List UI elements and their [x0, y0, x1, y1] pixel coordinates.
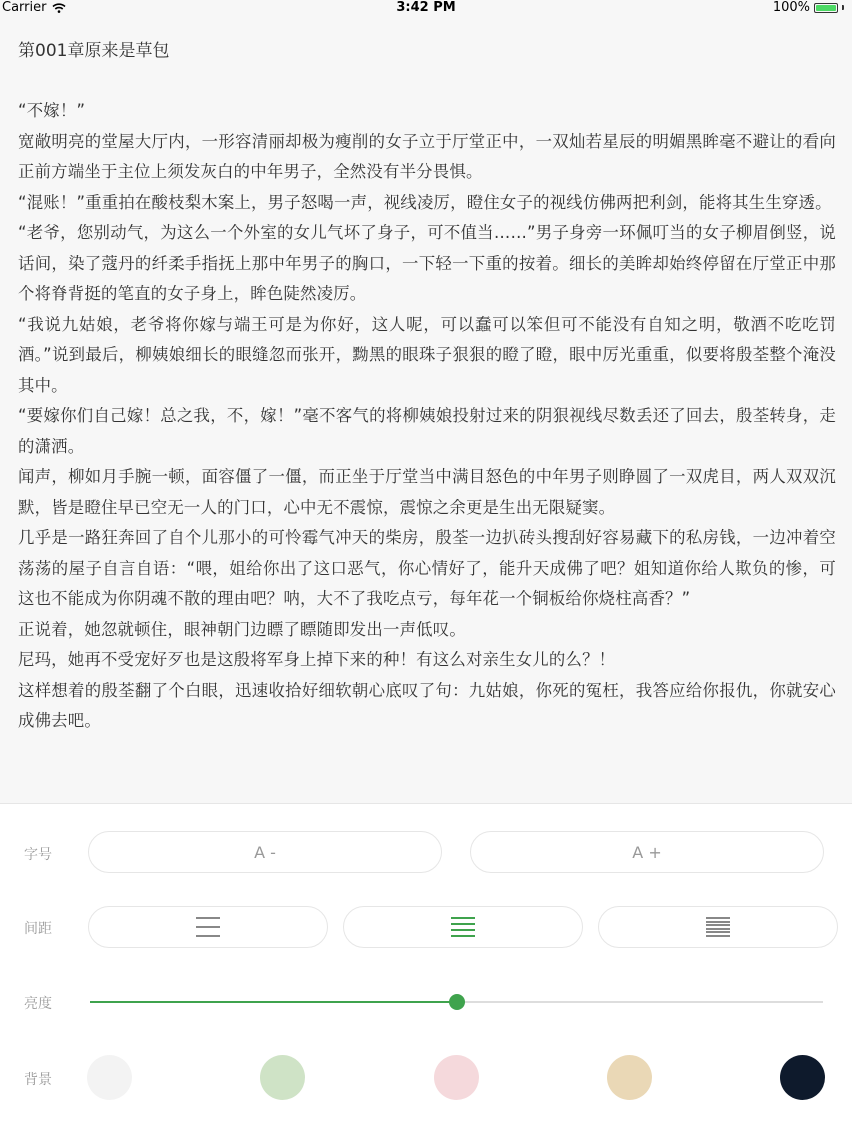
brightness-slider-fill	[90, 1001, 457, 1003]
spacing-tight-button[interactable]	[598, 906, 838, 948]
paragraph: 正说着，她忽就顿住，眼神朝门边瞟了瞟随即发出一声低叹。	[18, 619, 466, 639]
paragraph: 宽敞明亮的堂屋大厅内，一形容清丽却极为瘦削的女子立于厅堂正中，一双灿若星辰的明媚黑眸毫不避让的看向正前方端坐于主位上须发灰白的中年男子，全然没有半分畏惧。	[18, 131, 836, 181]
spacing-loose-button[interactable]	[88, 906, 328, 948]
paragraph: 尼玛，她再不受宠好歹也是这殷将军身上掉下来的种！有这么对亲生女儿的么？！	[18, 650, 616, 669]
background-swatch-tan[interactable]	[607, 1055, 652, 1100]
font-decrease-button[interactable]: A -	[88, 831, 442, 873]
font-size-label: 字号	[24, 847, 52, 863]
spacing-label: 间距	[24, 921, 52, 937]
status-right	[773, 0, 844, 15]
battery-tip	[842, 5, 844, 10]
reader-settings-panel	[0, 803, 852, 1137]
paragraph: “不嫁！”	[18, 101, 86, 120]
spacing-medium-icon	[451, 917, 475, 937]
spacing-medium-button[interactable]	[343, 906, 583, 948]
battery-icon	[814, 3, 838, 13]
background-swatch-green[interactable]	[260, 1055, 305, 1100]
paragraph: “要嫁你们自己嫁！总之我，不，嫁！”毫不客气的将柳姨娘投射过来的阴狠视线尽数丢还了回去，殷荃转身，走的潇洒。	[18, 406, 836, 456]
paragraph: “混账！”重重拍在酸枝梨木案上，男子怒喝一声，视线凌厉，瞪住女子的视线仿佛两把利剑，能将其生生穿透。	[18, 192, 832, 212]
brightness-label: 亮度	[24, 996, 52, 1012]
paragraph: 这样想着的殷荃翻了个白眼，迅速收拾好细软朝心底叹了句：九姑娘，你死的冤枉，我答应给你报仇，你就安心成佛去吧。	[18, 680, 836, 730]
background-swatch-pink[interactable]	[434, 1055, 479, 1100]
background-label: 背景	[24, 1072, 52, 1088]
spacing-loose-icon	[196, 917, 220, 937]
chapter-title: 第001章原来是草包	[18, 41, 170, 61]
brightness-slider[interactable]	[90, 1001, 823, 1003]
paragraph: “我说九姑娘，老爷将你嫁与端王可是为你好，这人呢，可以蠢可以笨但可不能没有自知之明，敬酒不吃吃罚酒。”说到最后，柳姨娘细长的眼缝忽而张开，黝黑的眼珠子狠狠的瞪了瞪，眼中厉光重重，似要将殷荃整个淹没其中。	[18, 314, 836, 395]
brightness-slider-thumb[interactable]	[449, 994, 465, 1010]
carrier-label: Carrier	[2, 0, 47, 15]
background-swatch-dark[interactable]	[780, 1055, 825, 1100]
paragraph: “老爷，您别动气，为这么一个外室的女儿气坏了身子，可不值当……”男子身旁一环佩叮当的女子柳眉倒竖，说话间，染了蔻丹的纤柔手指抚上那中年男子的胸口，一下轻一下重的按着。细长的美眸却始终停留在厅堂正中那个将脊背挺的笔直的女子身上，眸色陡然凌厉。	[18, 223, 836, 303]
font-increase-button[interactable]: A +	[470, 831, 824, 873]
paragraph: 几乎是一路狂奔回了自个儿那小的可怜霉气冲天的柴房，殷荃一边扒砖头搜刮好容易藏下的私房钱，一边冲着空荡荡的屋子自言自语：“喂，姐给你出了这口恶气，你心情好了，能升天成佛了吧？姐知道你给人欺负的惨，可这也不能成为你阴魂不散的理由吧？呐，大不了我吃点亏，每年花一个铜板给你烧柱高香？”	[18, 528, 836, 608]
clock: 3:42 PM	[396, 0, 456, 15]
paragraph: 闻声，柳如月手腕一顿，面容僵了一僵，而正坐于厅堂当中满目怒色的中年男子则睁圆了一双虎目，两人双双沉默，皆是瞪住早已空无一人的门口，心中无不震惊，震惊之余更是生出无限疑窦。	[18, 467, 836, 517]
spacing-tight-icon	[706, 917, 730, 937]
reader-content[interactable]	[18, 36, 836, 804]
battery-percent: 100%	[772, 0, 810, 15]
status-bar	[0, 0, 852, 16]
background-swatch-white[interactable]	[87, 1055, 132, 1100]
